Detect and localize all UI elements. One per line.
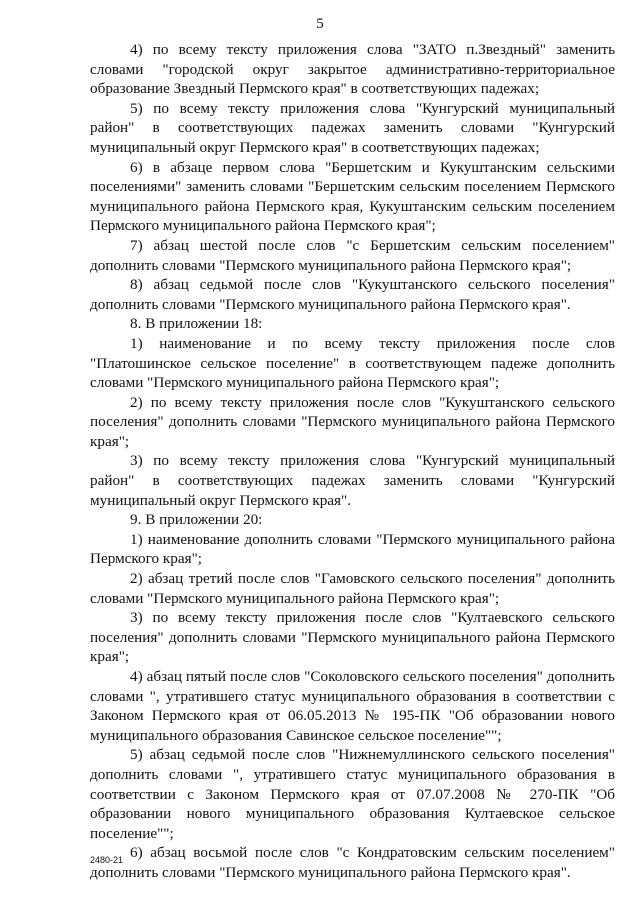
paragraph: 6) абзац восьмой после слов "с Кондратовским сельским поселением" дополнить словами "Пермского муниципального района Пермского края". xyxy=(90,844,615,881)
page-number: 5 xyxy=(316,16,324,32)
paragraph: 4) по всему тексту приложения слова "ЗАТО п.Звездный" заменить словами "городской округ закрытое административно-территориальное образование Звездный Пермского края" в соответствующих падежах; xyxy=(90,41,615,98)
paragraph: 2) по всему тексту приложения после слов "Кукуштанского сельского поселения" дополнить словами "Пермского муниципального района Пермского края"; xyxy=(90,393,615,450)
section-heading: 8. В приложении 18: xyxy=(130,315,263,333)
paragraph: 3) по всему тексту приложения слова "Кунгурский муниципальный район" в соответствующих падежах заменить словами "Кунгурский муниципальный округ Пермского края". xyxy=(90,452,615,509)
document-code: 2480-21 xyxy=(90,855,124,865)
paragraph: 6) в абзаце первом слова "Бершетским и Кукуштанским сельскими поселениями" заменить словами "Бершетским сельским поселением Пермского муниципального района Пермского края, Кукуштанским сельским поселением Пермского муниципального района Пермского края"; xyxy=(90,158,615,235)
document-body xyxy=(90,40,615,883)
paragraph: 1) наименование дополнить словами "Пермского муниципального района Пермского края"; xyxy=(90,530,615,568)
paragraph: 8) абзац седьмой после слов "Кукуштанского сельского поселения" дополнить словами "Пермского муниципального района Пермского края". xyxy=(90,276,615,313)
paragraph: 5) абзац седьмой после слов "Нижнемуллинского сельского поселения" дополнить словами ", утратившего статус муниципального образования в соответствии с Законом Пермского края от 07.07.2008 № 270-ПК "Об образовании нового муниципального образования Култаевское сельское поселение""; xyxy=(90,746,615,842)
section-heading: 9. В приложении 20: xyxy=(130,511,263,529)
paragraph: 1) наименование и по всему тексту приложения после слов "Платошинское сельское поселение" в соответствующем падеже дополнить словами "Пермского муниципального района Пермского края"; xyxy=(90,334,615,392)
paragraph: 5) по всему тексту приложения слова "Кунгурский муниципальный район" в соответствующих падежах заменить словами "Кунгурский муниципальный округ Пермского края" в соответствующих падежах; xyxy=(90,99,615,156)
paragraph: 4) абзац пятый после слов "Соколовского сельского поселения" дополнить словами ", утратившего статус муниципального образования в соответствии с Законом Пермского края от 06.05.2013 № 195-ПК "Об образовании нового муниципального образования Савинское сельское поселение""; xyxy=(90,668,615,744)
paragraph: 7) абзац шестой после слов "с Бершетским сельским поселением" дополнить словами "Пермского муниципального района Пермского края"; xyxy=(90,236,615,274)
paragraph: 2) абзац третий после слов "Гамовского сельского поселения" дополнить словами "Пермского муниципального района Пермского края"; xyxy=(90,570,615,607)
paragraph: 3) по всему тексту приложения после слов "Култаевского сельского поселения" дополнить словами "Пермского муниципального района Пермского края"; xyxy=(90,609,615,666)
